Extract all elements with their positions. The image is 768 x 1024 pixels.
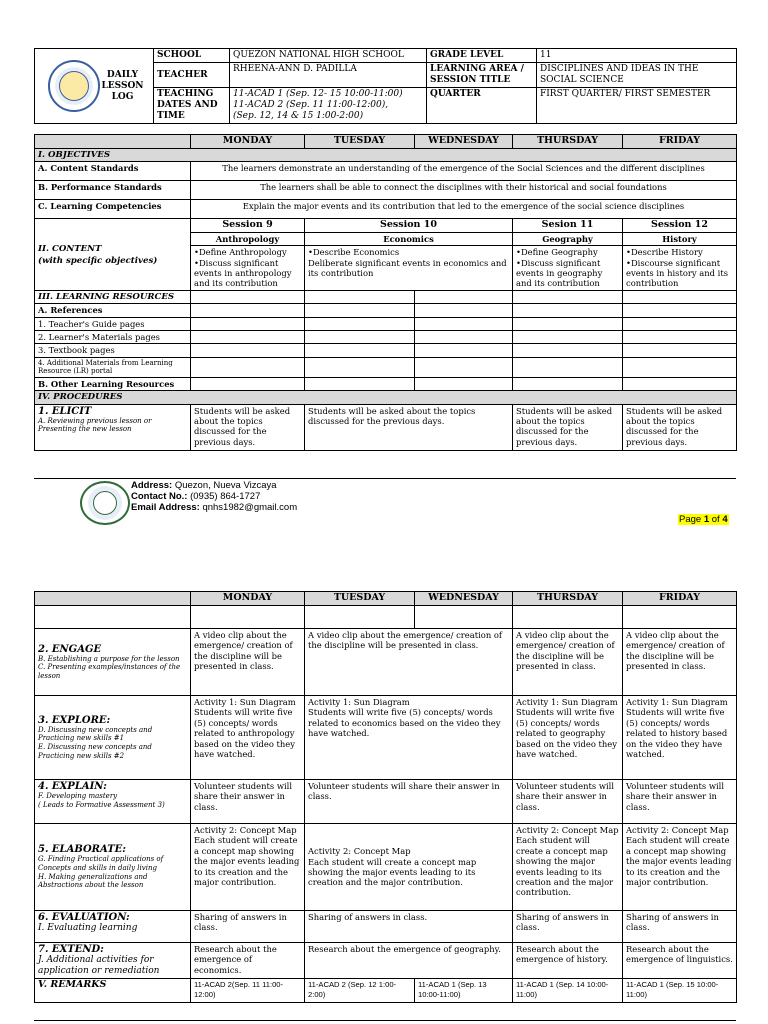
remarks-monday: 11-ACAD 2(Sep. 11 11:00-12:00) <box>191 979 305 1003</box>
evaluation-friday: Sharing of answers in class. <box>623 911 737 943</box>
engage-label: 2. ENGAGE B. Establishing a purpose for the lesson C. Presenting examples/instances of the lesson <box>35 629 191 696</box>
explain-monday: Volunteer students will share their answer in class. <box>191 780 305 824</box>
school-value: QUEZON NATIONAL HIGH SCHOOL <box>230 49 427 63</box>
procedures-heading: IV. PROCEDURES <box>35 391 737 404</box>
day-header-tuesday-p2: TUESDAY <box>305 592 415 606</box>
references-label: A. References <box>35 304 191 317</box>
quarter-value: FIRST QUARTER/ FIRST SEMESTER <box>537 88 737 124</box>
evaluation-label: 6. EVALUATION: I. Evaluating learning <box>35 911 191 943</box>
engage-friday: A video clip about the emergence/ creation of the discipline will be presented in class. <box>623 629 737 696</box>
explain-tuesday: Volunteer students will share their answer in class. <box>305 780 513 824</box>
elicit-tuesday: Students will be asked about the topics discussed for the previous days. <box>305 404 513 450</box>
day-header-tuesday: TUESDAY <box>305 135 415 149</box>
footer-contact-no: Contact No.: (0935) 864-1727 <box>131 491 261 502</box>
elaborate-thursday: Activity 2: Concept Map Each student will create a concept map showing the major events leading to its creation and the major contribution. <box>513 824 623 911</box>
area-label: LEARNING AREA / SESSION TITLE <box>427 63 537 88</box>
area-value: DISCIPLINES AND IDEAS IN THE SOCIAL SCIENCE <box>537 63 737 88</box>
lesson-table-page1 <box>34 134 737 451</box>
session-11-label: Sesion 11 <box>513 219 623 232</box>
day-header-thursday-p2: THURSDAY <box>513 592 623 606</box>
extend-tuesday: Research about the emergence of geography. <box>305 943 513 979</box>
elaborate-label: 5. ELABORATE: G. Finding Practical applications of Concepts and skills in daily living H. Making generalizations and Abstractions about the lesson <box>35 824 191 911</box>
evaluation-thursday: Sharing of answers in class. <box>513 911 623 943</box>
extend-thursday: Research about the emergence of history. <box>513 943 623 979</box>
explore-friday: Activity 1: Sun Diagram Students will write five (5) concepts/ words related to history based on the video they have watched. <box>623 696 737 780</box>
teacher-label: TEACHER <box>154 63 230 88</box>
footer-contact <box>131 480 297 513</box>
explain-thursday: Volunteer students will share their answer in class. <box>513 780 623 824</box>
content-label: II. CONTENT (with specific objectives) <box>35 219 191 290</box>
day-header-monday: MONDAY <box>191 135 305 149</box>
topic-geography: Geography <box>513 232 623 245</box>
extend-friday: Research about the emergence of linguistics. <box>623 943 737 979</box>
performance-standards-text: The learners shall be able to connect the disciplines with their historical and social foundations <box>191 181 737 200</box>
elicit-label: 1. ELICIT A. Reviewing previous lesson or Presenting the new lesson <box>35 404 191 450</box>
log-title: DAILY LESSON LOG <box>35 49 154 124</box>
footer-address: Address: Quezon, Nueva Vizcaya <box>131 480 277 491</box>
other-resources-label: B. Other Learning Resources <box>35 377 191 390</box>
session-10-label: Session 10 <box>305 219 513 232</box>
remarks-friday: 11-ACAD 1 (Sep. 15 10:00-11:00) <box>623 979 737 1003</box>
objectives-history: •Describe History •Discourse significant events in history and its contribution <box>623 246 737 291</box>
explore-tuesday: Activity 1: Sun Diagram Students will write five (5) concepts/ words related to economics based on the video they have watched. <box>305 696 513 780</box>
day-header-friday: FRIDAY <box>623 135 737 149</box>
elicit-thursday: Students will be asked about the topics discussed for the previous days. <box>513 404 623 450</box>
content-standards-text: The learners demonstrate an understanding of the emergence of the Social Sciences and the different disciplines <box>191 162 737 181</box>
elicit-friday: Students will be asked about the topics discussed for the previous days. <box>623 404 737 450</box>
day-header-friday-p2: FRIDAY <box>623 592 737 606</box>
elaborate-friday: Activity 2: Concept Map Each student will create a concept map showing the major events leading to its creation and the major contribution. <box>623 824 737 911</box>
teacher-value: RHEENA-ANN D. PADILLA <box>230 63 427 88</box>
lr-portal-label: 4. Additional Materials from Learning Resource (LR) portal <box>35 357 191 377</box>
engage-monday: A video clip about the emergence/ creation of the discipline will be presented in class. <box>191 629 305 696</box>
explore-label: 3. EXPLORE: D. Discussing new concepts and Practicing new skills #1 E. Discussing new concepts and Practicing new skills #2 <box>35 696 191 780</box>
footer-email: Email Address: qnhs1982@gmail.com <box>131 502 298 513</box>
lesson-table-page2 <box>34 591 737 1003</box>
learners-materials-label: 2. Learner's Materials pages <box>35 331 191 344</box>
engage-thursday: A video clip about the emergence/ creation of the discipline will be presented in class. <box>513 629 623 696</box>
teachers-guide-label: 1. Teacher's Guide pages <box>35 317 191 330</box>
topic-economics: Economics <box>305 232 513 245</box>
page-number: Page 1 of 4 <box>679 514 728 525</box>
evaluation-tuesday: Sharing of answers in class. <box>305 911 513 943</box>
content-standards-label: A. Content Standards <box>35 162 191 181</box>
remarks-label: V. REMARKS <box>35 979 191 1003</box>
explore-thursday: Activity 1: Sun Diagram Students will write five (5) concepts/ words related to geography based on the video they have watched. <box>513 696 623 780</box>
session-9-label: Session 9 <box>191 219 305 232</box>
remarks-thursday: 11-ACAD 1 (Sep. 14 10:00-11:00) <box>513 979 623 1003</box>
elicit-monday: Students will be asked about the topics discussed for the previous days. <box>191 404 305 450</box>
remarks-wednesday: 11-ACAD 1 (Sep. 13 10:00-11:00) <box>415 979 513 1003</box>
extend-monday: Research about the emergence of economics. <box>191 943 305 979</box>
school-seal-logo <box>80 481 130 525</box>
topic-anthropology: Anthropology <box>191 232 305 245</box>
quarter-label: QUARTER <box>427 88 537 124</box>
session-12-label: Session 12 <box>623 219 737 232</box>
engage-tuesday: A video clip about the emergence/ creation of the discipline will be presented in class. <box>305 629 513 696</box>
textbook-label: 3. Textbook pages <box>35 344 191 357</box>
elaborate-monday: Activity 2: Concept Map Each student will create a concept map showing the major events leading to its creation and the major contribution. <box>191 824 305 911</box>
performance-standards-label: B. Performance Standards <box>35 181 191 200</box>
day-header-wednesday: WEDNESDAY <box>415 135 513 149</box>
competencies-label: C. Learning Competencies <box>35 200 191 219</box>
explain-friday: Volunteer students will share their answer in class. <box>623 780 737 824</box>
objectives-geography: •Define Geography •Discuss significant events in geography and its contribution <box>513 246 623 291</box>
resources-heading: III. LEARNING RESOURCES <box>35 290 191 303</box>
header-table <box>34 48 737 124</box>
school-label: SCHOOL <box>154 49 230 63</box>
extend-label: 7. EXTEND: J. Additional activities for application or remediation <box>35 943 191 979</box>
topic-history: History <box>623 232 737 245</box>
day-header-thursday: THURSDAY <box>513 135 623 149</box>
explain-label: 4. EXPLAIN: F. Developing mastery ( Leads to Formative Assessment 3) <box>35 780 191 824</box>
day-header-monday-p2: MONDAY <box>191 592 305 606</box>
grade-label: GRADE LEVEL <box>427 49 537 63</box>
objectives-heading: I. OBJECTIVES <box>35 149 737 162</box>
dates-value: 11-ACAD 1 (Sep. 12- 15 10:00-11:00) 11-ACAD 2 (Sep. 11 11:00-12:00), (Sep. 12, 14 & 15 1:00-2:00) <box>230 88 427 124</box>
dates-label: TEACHING DATES AND TIME <box>154 88 230 124</box>
competencies-text: Explain the major events and its contribution that led to the emergence of the social science disciplines <box>191 200 737 219</box>
remarks-tuesday: 11-ACAD 2 (Sep. 12 1:00-2:00) <box>305 979 415 1003</box>
elaborate-tuesday: Activity 2: Concept Map Each student will create a concept map showing the major events leading to its creation and the major contribution. <box>305 824 513 911</box>
objectives-economics: •Describe Economics Deliberate significant events in economics and its contribution <box>305 246 513 291</box>
evaluation-monday: Sharing of answers in class. <box>191 911 305 943</box>
grade-value: 11 <box>537 49 737 63</box>
day-header-wednesday-p2: WEDNESDAY <box>415 592 513 606</box>
explore-monday: Activity 1: Sun Diagram Students will write five (5) concepts/ words related to anthropology based on the video they have watched. <box>191 696 305 780</box>
objectives-anthropology: •Define Anthropology •Discuss significant events in anthropology and its contribution <box>191 246 305 291</box>
